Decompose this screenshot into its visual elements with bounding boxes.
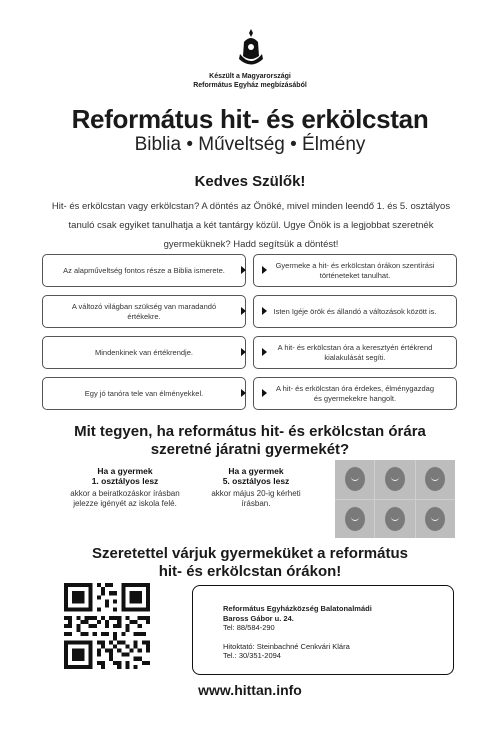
arrow-right-icon	[241, 389, 246, 397]
comparison-left-2: A változó világban szükség van maradandó értékekre.	[42, 295, 246, 328]
child-photo	[375, 460, 414, 499]
contact-address: Baross Gábor u. 24.	[223, 613, 294, 623]
comparison-right-3: A hit- és erkölcstan óra a keresztyén értékrend kialakulását segíti.	[253, 336, 457, 369]
arrow-right-icon	[262, 348, 267, 356]
welcome-line-2: hit- és erkölcstan órákon!	[158, 563, 342, 580]
comparison-right-4: A hit- és erkölcstan óra érdekes, élménygazdag és gyermekekre hangolt.	[253, 377, 457, 410]
question-line-2: szeretné járatni gyermekét?	[150, 441, 350, 458]
comparison-left-4: Egy jó tanóra tele van élményekkel.	[42, 377, 246, 410]
arrow-right-icon	[262, 266, 267, 274]
arrow-right-icon	[241, 348, 246, 356]
grade-1-heading-1: Ha a gyermek	[97, 466, 153, 476]
grade-5-info	[196, 466, 316, 509]
welcome-heading	[0, 545, 500, 581]
grade-1-info	[62, 466, 188, 509]
question-line-1: Mit tegyen, ha református hit- és erkölcstan órára	[74, 423, 426, 440]
arrow-right-icon	[241, 266, 246, 274]
child-photo	[335, 460, 374, 499]
contact-box	[192, 585, 454, 675]
contact-teacher: Hitoktató: Steinbachné Cenkvári Klára	[223, 641, 350, 651]
website-link[interactable]: www.hittan.info	[198, 682, 302, 698]
comparison-right-2: Isten Igéje örök és állandó a változások között is.	[253, 295, 457, 328]
intro-paragraph: Hit- és erkölcstan vagy erkölcstan? A döntés az Önöké, mivel minden leendő 1. és 5. osztályos tanuló csak egyiket tanulhatja a két tantárgy közül. Ugye Önök is a legjobbat szeretnék gyermeküknek? Hadd segítsük a döntést!	[51, 201, 451, 250]
comparison-right-1: Gyermeke a hit- és erkölcstan órákon szentírási történeteket tanulhat.	[253, 254, 457, 287]
greeting-heading: Kedves Szülők!	[194, 173, 306, 190]
qr-code[interactable]	[64, 583, 150, 669]
grade-1-heading-2: 1. osztályos lesz	[91, 476, 159, 486]
arrow-right-icon	[262, 389, 267, 397]
grade-5-heading-2: 5. osztályos lesz	[222, 476, 290, 486]
page-subtitle: Biblia • Műveltség • Élmény	[134, 134, 366, 155]
child-photo	[416, 500, 455, 539]
child-photo	[375, 500, 414, 539]
comparison-left-1: Az alapműveltség fontos része a Biblia ismerete.	[42, 254, 246, 287]
children-photos	[335, 460, 455, 538]
child-photo	[335, 500, 374, 539]
page-title: Református hit- és erkölcstan	[71, 104, 429, 134]
arrow-right-icon	[241, 307, 246, 315]
grade-5-heading-1: Ha a gyermek	[228, 466, 284, 476]
contact-teacher-phone: Tel.: 30/351-2094	[223, 651, 281, 660]
commission-line-1: Készült a Magyarországi	[209, 73, 291, 80]
church-logo-icon	[236, 28, 266, 68]
grade-1-text-2: jelezze igényét az iskola felé.	[73, 499, 177, 508]
grade-1-text-1: akkor a beiratkozáskor írásban	[70, 489, 180, 498]
grade-5-text-2: írásban.	[241, 499, 271, 508]
arrow-right-icon	[262, 307, 267, 315]
welcome-line-1: Szeretettel várjuk gyermeküket a református	[92, 545, 408, 562]
grade-5-text-1: akkor május 20-ig kérheti	[211, 489, 301, 498]
commission-line-2: Református Egyház megbízásából	[193, 82, 307, 89]
contact-phone: Tel: 88/584-290	[223, 623, 275, 632]
child-photo	[416, 460, 455, 499]
question-heading	[0, 423, 500, 459]
contact-org: Református Egyházközség Balatonalmádi	[223, 604, 372, 613]
comparison-left-3: Mindenkinek van értékrendje.	[42, 336, 246, 369]
